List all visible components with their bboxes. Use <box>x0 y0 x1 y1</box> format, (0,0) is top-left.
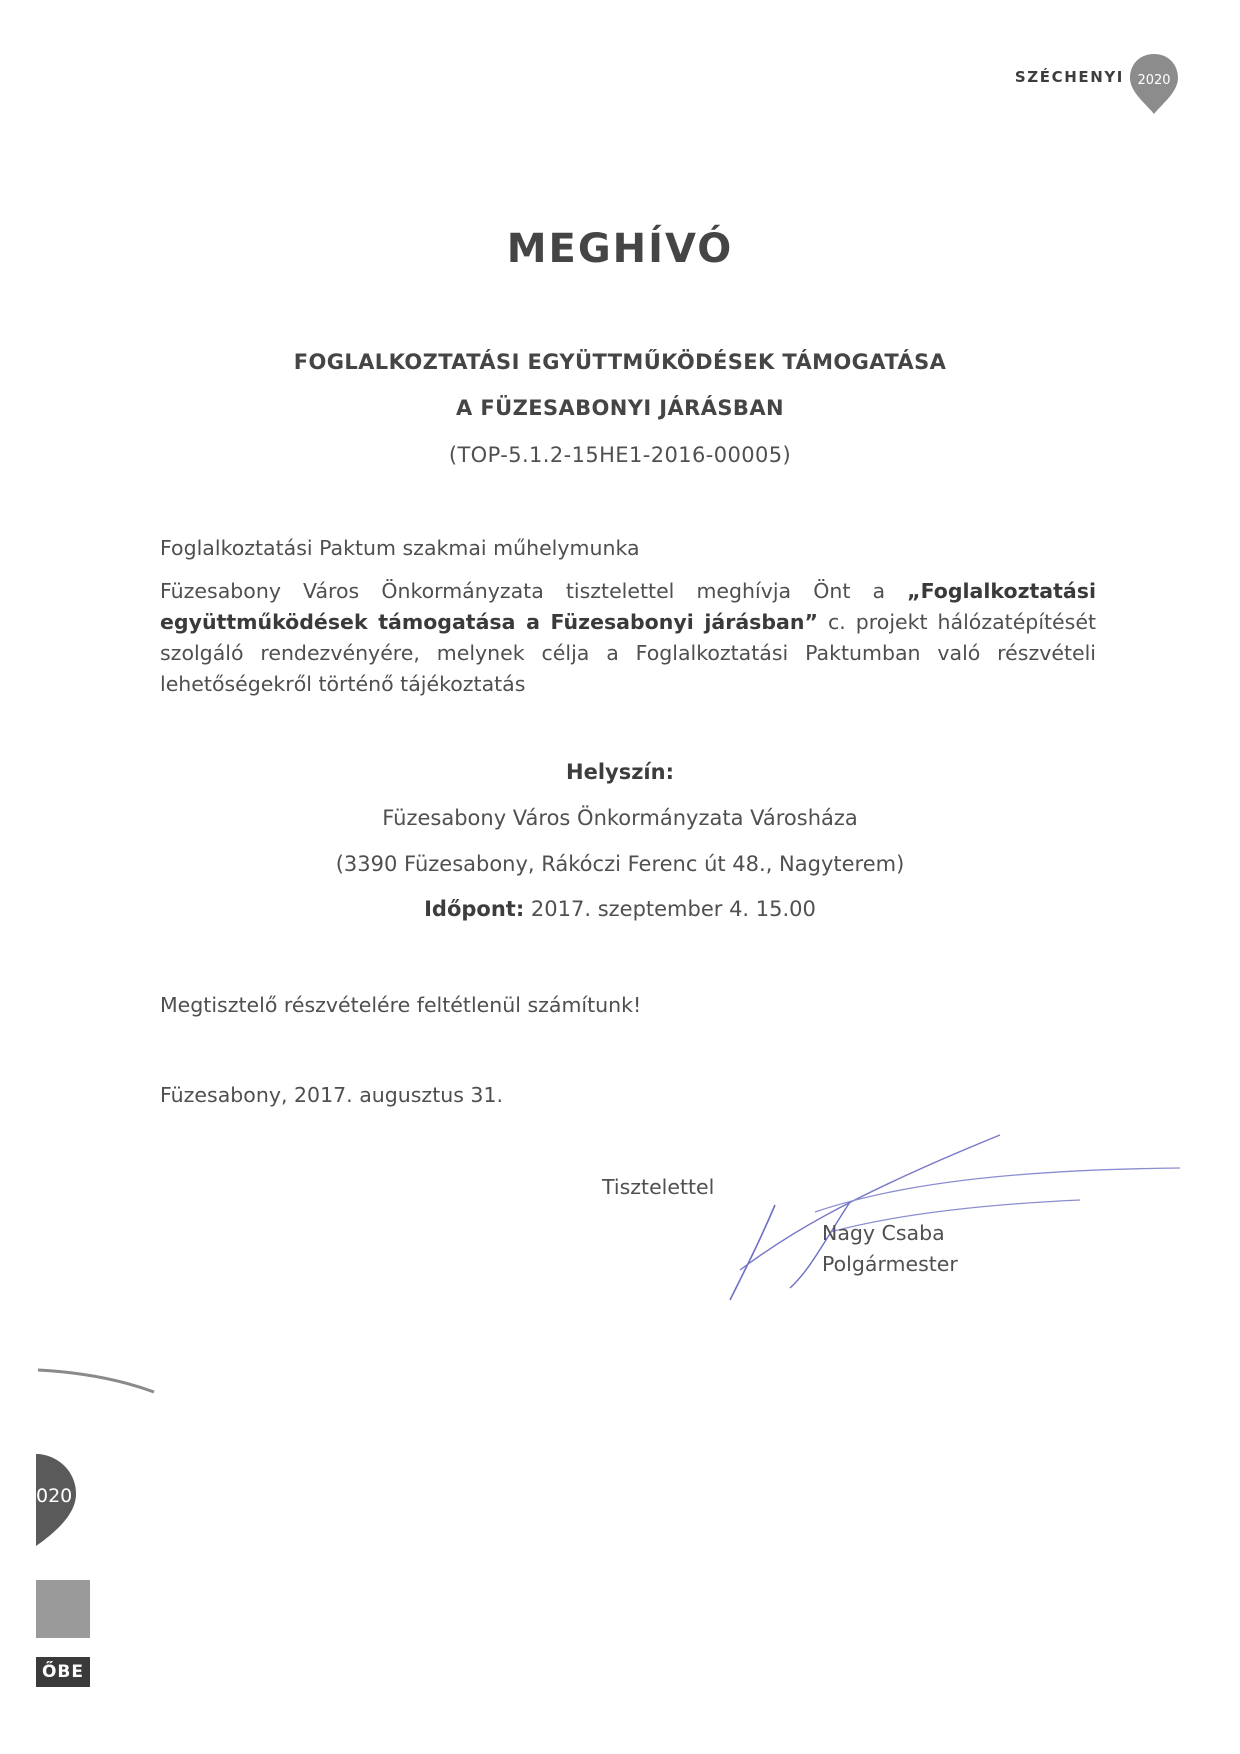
handwritten-signature <box>720 1120 1190 1310</box>
scan-smudge <box>36 1360 166 1400</box>
subtitle-line-2: A FÜZESABONYI JÁRÁSBAN <box>456 396 784 420</box>
pin-badge-icon <box>1128 52 1180 116</box>
signatory-role: Polgármester <box>822 1252 958 1276</box>
page-title: MEGHÍVÓ <box>506 226 734 272</box>
invitation-paragraph <box>160 576 1096 700</box>
location-label: Helyszín: <box>566 760 674 784</box>
footer-badge-icon <box>36 1452 86 1548</box>
logo-text: SZÉCHENYI <box>1014 68 1124 86</box>
signature-greeting: Tisztelettel <box>602 1175 715 1199</box>
obe-label: ŐBE <box>36 1657 90 1687</box>
szechenyi-logo <box>1000 52 1180 122</box>
project-code: (TOP-5.1.2-15HE1-2016-00005) <box>448 443 792 467</box>
project-name-bold: „Foglalkoztatási együttműködések támogatása a Füzesabonyi járásban” <box>160 579 1096 634</box>
event-time <box>0 897 1240 921</box>
body-part-2: c. projekt hálózatépítését szolgáló rendezvényére, melynek célja a Foglalkoztatási Paktumban való részvételi lehetőségekről történő tájékoztatás <box>160 610 1096 696</box>
body-part-1: Füzesabony Város Önkormányzata tisztelettel meghívja Önt a <box>160 579 908 603</box>
location-name: Füzesabony Város Önkormányzata Városháza <box>382 806 858 830</box>
signatory <box>822 1218 958 1280</box>
time-label: Időpont: <box>424 897 525 921</box>
logo-badge-text: 2020 <box>1137 73 1171 88</box>
dateline: Füzesabony, 2017. augusztus 31. <box>160 1083 504 1107</box>
eu-flag-icon <box>36 1580 90 1638</box>
subtitle-line-1: FOGLALKOZTATÁSI EGYÜTTMŰKÖDÉSEK TÁMOGATÁSA <box>293 350 947 374</box>
intro-line: Foglalkoztatási Paktum szakmai műhelymunka <box>160 536 640 560</box>
location-address: (3390 Füzesabony, Rákóczi Ferenc út 48., Nagyterem) <box>335 852 905 876</box>
signatory-name: Nagy Csaba <box>822 1221 945 1245</box>
time-value: 2017. szeptember 4. 15.00 <box>524 897 816 921</box>
closing-line: Megtisztelő részvételére feltétlenül számítunk! <box>160 993 642 1017</box>
footer-badge-text: 020 <box>36 1485 73 1507</box>
